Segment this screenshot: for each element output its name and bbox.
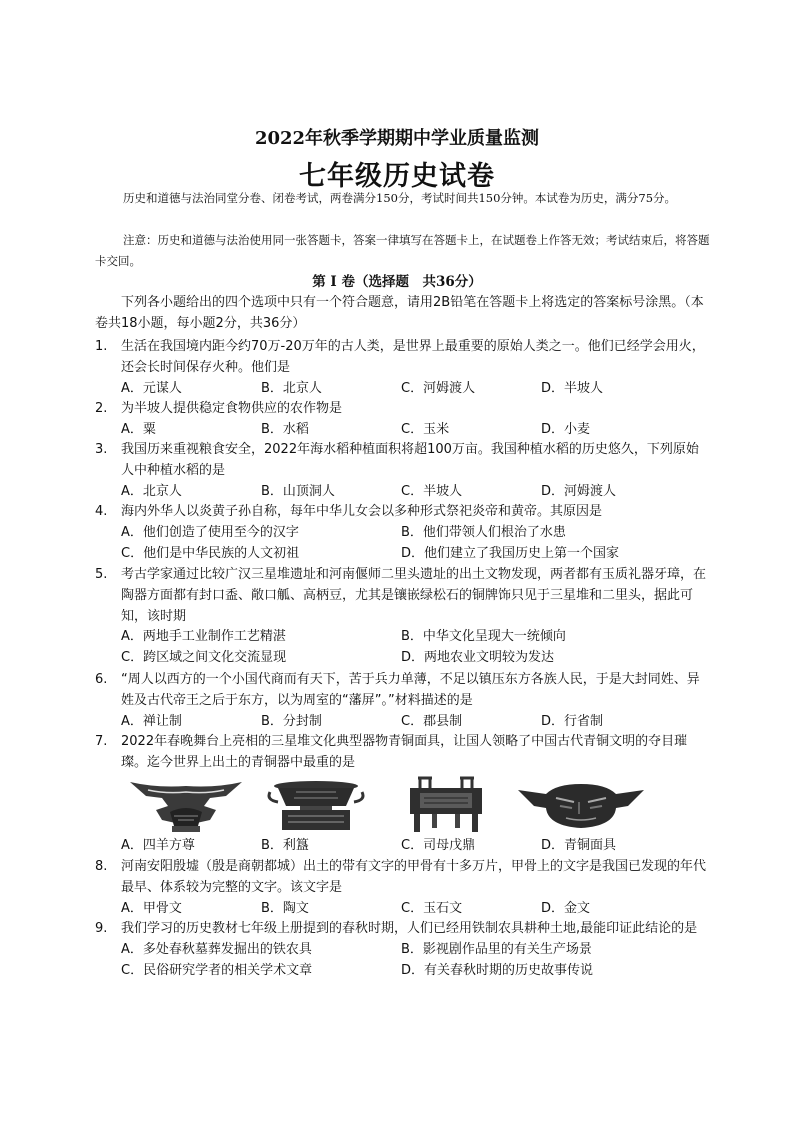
options-row <box>121 648 710 669</box>
question-number: 2. <box>95 401 108 416</box>
question-8 <box>95 857 710 919</box>
question-number: 6. <box>95 672 108 687</box>
question-number: 8. <box>95 859 108 874</box>
options-row <box>121 544 710 565</box>
option-b: B．北京人 <box>261 380 322 396</box>
question-3 <box>95 440 710 502</box>
option-c: C．玉石文 <box>401 900 463 916</box>
li-gui-icon <box>266 776 366 834</box>
option-d: D．行省制 <box>541 713 604 729</box>
option-d: D．河姆渡人 <box>541 483 617 499</box>
exam-subtitle: 七年级历史试卷 <box>299 161 495 192</box>
options-row <box>121 961 710 982</box>
options-row <box>121 523 710 544</box>
intro-paragraph-2: 注意：历史和道德与法治使用同一张答题卡，答案一律填写在答题卡上，在试题卷上作答无效；考试结束后，将答题卡交回。 <box>95 233 710 268</box>
question-number: 4. <box>95 504 108 519</box>
bronze-images-row <box>120 776 680 834</box>
option-a: A．他们创造了使用至今的汉字 <box>121 524 299 540</box>
question-stem: 考古学家通过比较广汉三星堆遗址和河南偃师二里头遗址的出土文物发现，两者都有玉质礼器牙璋，在陶器方面都有封口盉、敞口觚、高柄豆，尤其是镶嵌绿松石的铜牌饰只见于三星堆和二里头，据此可知，该时期 <box>121 567 707 624</box>
question-1 <box>95 337 710 399</box>
question-stem: 生活在我国境内距今约70万-20万年的古人类，是世界上最重要的原始人类之一。他们已经学会用火，还会长时间保存火种。他们是 <box>121 339 705 375</box>
option-c: C．半坡人 <box>401 483 463 499</box>
question-5 <box>95 565 710 669</box>
question-7-options <box>95 836 710 857</box>
option-d: D．小麦 <box>541 421 591 437</box>
simuwu-ding-icon <box>396 776 496 834</box>
option-c: C．司母戊鼎 <box>401 838 476 853</box>
question-2 <box>95 399 710 441</box>
option-d: D．半坡人 <box>541 380 604 396</box>
options-row <box>121 420 710 441</box>
option-b: B．陶文 <box>261 900 309 916</box>
option-b: B．山顶洞人 <box>261 483 335 499</box>
option-a: A．北京人 <box>121 483 182 499</box>
option-a: A．多处春秋墓葬发掘出的铁农具 <box>121 941 312 957</box>
option-b: B．他们带领人们根治了水患 <box>401 524 566 540</box>
question-stem: 海内外华人以炎黄子孙自称，每年中华儿女会以多种形式祭祀炎帝和黄帝。其原因是 <box>121 504 603 519</box>
option-b: B．分封制 <box>261 713 322 729</box>
question-number: 3. <box>95 442 108 457</box>
question-stem: “周人以西方的一个小国代商而有天下，苦于兵力单薄，不足以镇压东方各族人民，于是大封同姓、异姓及古代帝王之后于东方，以为周室的“藩屏”。”材料描述的是 <box>121 672 700 708</box>
option-c: C．他们是中华民族的人文初祖 <box>121 545 300 561</box>
option-c: C．跨区域之间文化交流显现 <box>121 650 287 666</box>
question-stem: 为半坡人提供稳定食物供应的农作物是 <box>121 401 343 416</box>
options-row <box>121 627 710 648</box>
question-6 <box>95 670 710 732</box>
option-a: A．粟 <box>121 421 156 437</box>
intro-paragraph-1: 历史和道德与法治同堂分卷、闭卷考试，两卷满分150分，考试时间共150分钟。本试卷为历史，满分75分。 <box>123 191 677 205</box>
option-c: C．河姆渡人 <box>401 380 476 396</box>
option-a: A．四羊方尊 <box>121 838 195 853</box>
option-b: B．影视剧作品里的有关生产场景 <box>401 941 592 957</box>
question-stem: 我国历来重视粮食安全，2022年海水稻种植面积将超100万亩。我国种植水稻的历史悠久，下列原始人中种植水稻的是 <box>121 442 699 478</box>
four-goat-zun-icon <box>126 776 246 834</box>
options-row <box>121 899 710 920</box>
option-b: B．水稻 <box>261 421 309 437</box>
option-a: A．元谋人 <box>121 380 182 396</box>
question-stem: 我们学习的历史教材七年级上册提到的春秋时期，人们已经用铁制农具耕种土地,最能印证此结论的是 <box>121 921 698 936</box>
options-row <box>121 712 710 733</box>
option-d: D．他们建立了我国历史上第一个国家 <box>401 545 620 561</box>
question-stem: 2022年春晚舞台上亮相的三星堆文化典型器物青铜面具，让国人领略了中国古代青铜文明的夺目璀璨。迄今世界上出土的青铜器中最重的是 <box>121 734 688 770</box>
question-stem: 河南安阳殷墟（殷是商朝都城）出土的带有文字的甲骨有十多万片，甲骨上的文字是我国已发现的年代最早、体系较为完整的文字。该文字是 <box>121 859 707 895</box>
option-b: B．中华文化呈现大一统倾向 <box>401 629 566 645</box>
option-c: C．玉米 <box>401 421 450 437</box>
bronze-mask-icon <box>516 776 646 834</box>
option-d: D．有关春秋时期的历史故事传说 <box>401 962 594 978</box>
question-number: 9. <box>95 921 108 936</box>
question-7 <box>95 732 710 774</box>
option-a: A．禅让制 <box>121 713 182 729</box>
exam-title: 2022年秋季学期期中学业质量监测 <box>254 128 540 149</box>
options-row <box>121 379 710 400</box>
options-row <box>121 940 710 961</box>
option-b: B．利簋 <box>261 838 309 853</box>
question-number: 1. <box>95 339 108 354</box>
option-d: D．青铜面具 <box>541 838 617 853</box>
options-row <box>121 482 710 503</box>
option-a: A．两地手工业制作工艺精湛 <box>121 629 286 645</box>
question-4 <box>95 502 710 564</box>
option-a: A．甲骨文 <box>121 900 182 916</box>
question-9 <box>95 919 710 981</box>
option-d: D．两地农业文明较为发达 <box>401 650 555 666</box>
question-number: 5. <box>95 567 108 582</box>
question-number: 7. <box>95 734 108 749</box>
option-c: C．民俗研究学者的相关学术文章 <box>121 962 313 978</box>
section-instruction: 下列各小题给出的四个选项中只有一个符合题意，请用2B铅笔在答题卡上将选定的答案标号涂黑。（本卷共18小题，每小题2分，共36分） <box>95 295 704 331</box>
option-d: D．金文 <box>541 900 591 916</box>
section-heading: 第 Ⅰ 卷（选择题 共36分） <box>312 274 482 290</box>
options-row <box>121 836 710 857</box>
option-c: C．郡县制 <box>401 713 463 729</box>
